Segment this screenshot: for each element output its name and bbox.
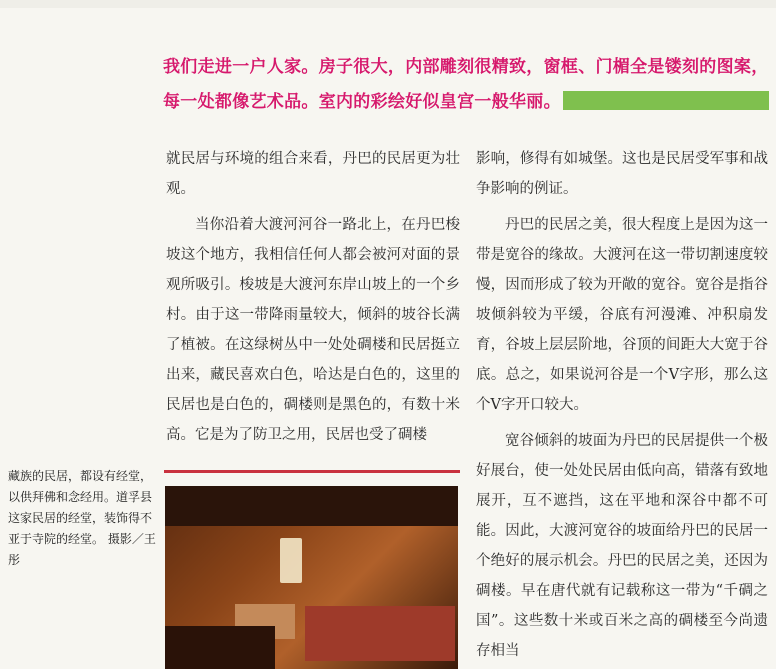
highlight-bar [563,91,769,110]
photo-window-light [280,538,302,583]
paragraph: 宽谷倾斜的坡面为丹巴的民居提供一个极好展台，使一处处民居由低向高，错落有致地展开，互不遮挡，这在平地和深谷中都不可能。因此，大渡河宽谷的坡面给丹巴的民居一个绝好的展示机会。丹巴的民居之美，还因为碉楼。早在唐代就有记载称这一带为“千碉之国”。这些数十米或百米之高的碉楼至今尚遗存相当 [476,433,768,659]
caption-divider [164,470,460,473]
paragraph: 丹巴的民居之美，很大程度上是因为这一带是宽谷的缘故。大渡河在这一带切割速度较慢，因而形成了较为开敞的宽谷。宽谷是指谷坡倾斜较为平缓，谷底有河漫滩、冲积扇发育，谷坡上层层阶地，谷顶的间距大大宽于谷底。总之，如果说河谷是一个V字形，那么这个V字开口较大。 [476,217,768,413]
headline-line-1: 我们走进一户人家。房子很大，内部雕刻很精致，窗框、门楣全是镂刻的图案， [163,57,769,77]
photo-caption: 藏族的民居，都设有经堂，以供拜佛和念经用。道孚县这家民居的经堂，装饰得不亚于寺院的经堂。 摄影／王 彤 [8,469,156,567]
headline [163,50,773,120]
paragraph: 当你沿着大渡河河谷一路北上，在丹巴梭坡这个地方，我相信任何人都会被河对面的景观所吸引。梭坡是大渡河东岸山坡上的一个乡村。由于这一带降雨量较大，倾斜的坡谷长满了植被。在这绿树丛中一处处碉楼和民居挺立出来，藏民喜欢白色，哈达是白色的，这里的民居也是白色的，碉楼则是黑色的，有数十米高。它是为了防卫之用，民居也受了碉楼 [166,217,460,443]
paragraph: 就民居与环境的组合来看，丹巴的民居更为壮观。 [166,151,460,197]
photo-ceiling [165,486,458,526]
photo-carpet [305,606,455,661]
photo-shadow [165,626,275,669]
paragraph: 影响，修得有如城堡。这也是民居受军事和战争影响的例证。 [476,151,768,197]
headline-line-2: 每一处都像艺术品。室内的彩绘好似皇宫一般华丽。 [163,92,561,112]
left-column [166,144,460,450]
interior-photo [165,486,458,669]
right-column [476,144,768,666]
top-strip [0,0,776,8]
